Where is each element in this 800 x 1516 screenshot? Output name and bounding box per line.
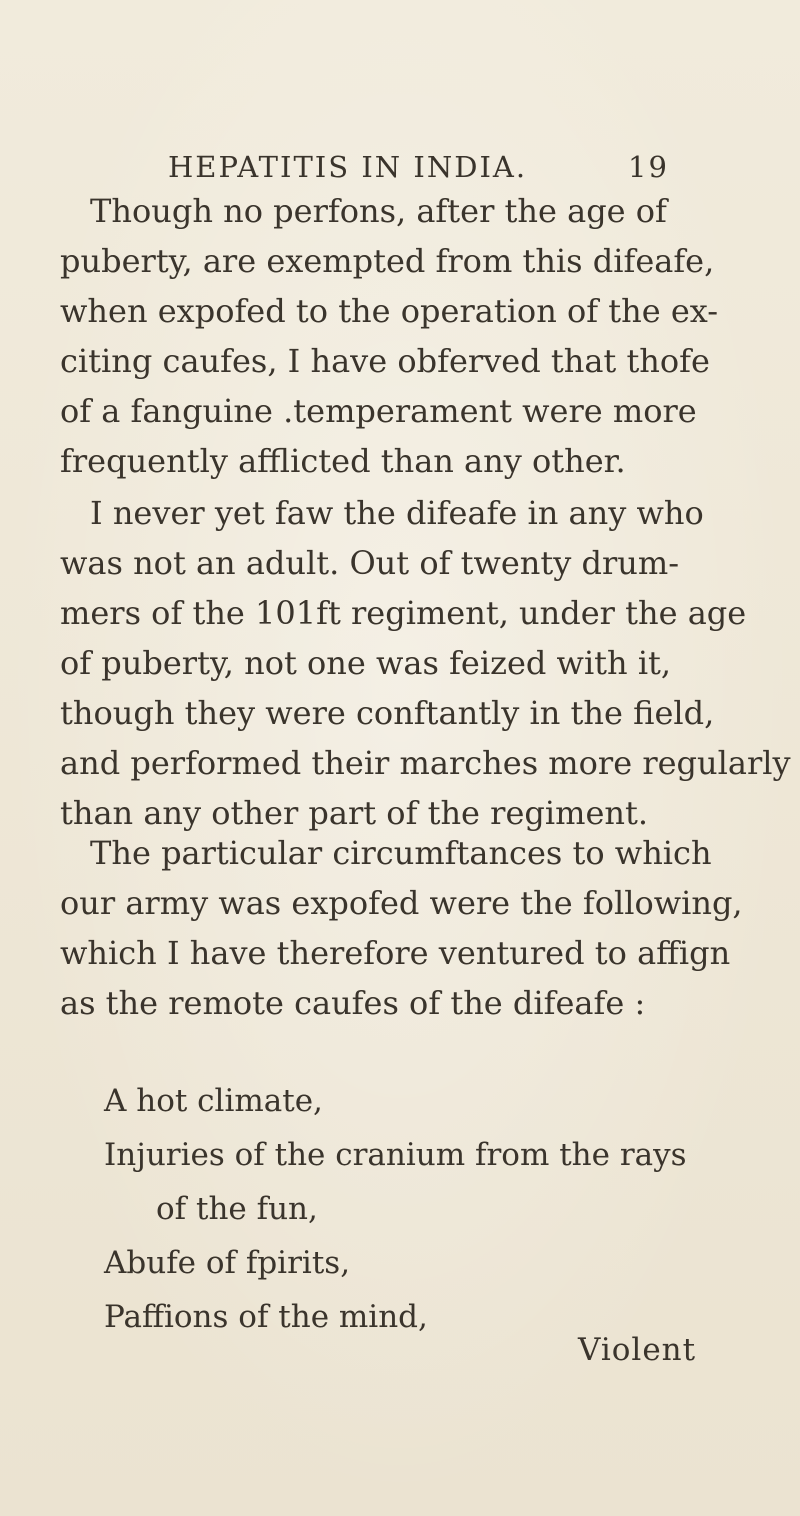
text-line: Though no perfons, after the age of bbox=[90, 192, 667, 230]
text-line: of a fanguine .temperament were more bbox=[60, 392, 697, 430]
page-number: 19 bbox=[628, 150, 669, 184]
paragraph-1 bbox=[60, 186, 742, 486]
text-line: as the remote caufes of the difeafe : bbox=[60, 984, 646, 1022]
list-item: Injuries of the cranium from the rays bbox=[104, 1137, 687, 1173]
text-line: The particular circumftances to which bbox=[90, 834, 712, 872]
text-line: was not an adult. Out of twenty drum- bbox=[60, 544, 680, 582]
text-line: than any other part of the regiment. bbox=[60, 794, 649, 832]
text-line: our army was expofed were the following, bbox=[60, 884, 743, 922]
text-line: mers of the 101ft regiment, under the age bbox=[60, 594, 747, 632]
text-line: which I have therefore ventured to affign bbox=[60, 934, 731, 972]
paragraph-3 bbox=[60, 828, 742, 1028]
causes-list bbox=[104, 1074, 764, 1344]
text-line: of puberty, not one was feized with it, bbox=[60, 644, 672, 682]
text-line: when expofed to the operation of the ex- bbox=[60, 292, 719, 330]
text-line: frequently afflicted than any other. bbox=[60, 442, 626, 480]
text-line: though they were conftantly in the field, bbox=[60, 694, 715, 732]
list-item: A hot climate, bbox=[104, 1083, 323, 1119]
list-item: of the fun, bbox=[156, 1191, 318, 1227]
text-line: and performed their marches more regularly bbox=[60, 744, 791, 782]
text-line: citing caufes, I have obferved that thofe bbox=[60, 342, 710, 380]
text-line: puberty, are exempted from this difeafe, bbox=[60, 242, 715, 280]
paragraph-2 bbox=[60, 488, 791, 838]
running-title: HEPATITIS IN INDIA. bbox=[168, 150, 528, 184]
list-item: Abufe of fpirits, bbox=[104, 1245, 351, 1281]
text-line: I never yet faw the difeafe in any who bbox=[90, 494, 704, 532]
catchword: Violent bbox=[578, 1332, 697, 1368]
list-item: Paffions of the mind, bbox=[104, 1299, 428, 1335]
